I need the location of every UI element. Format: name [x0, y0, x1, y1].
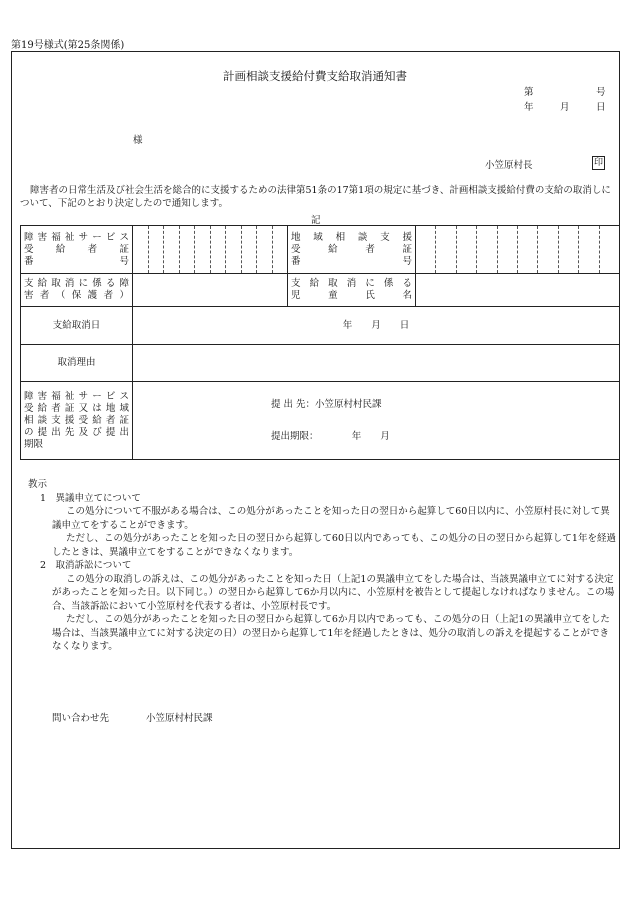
label-line: 支給取消に係る障	[24, 278, 129, 289]
child-name-field[interactable]	[416, 274, 620, 307]
cancel-date-label: 支給取消日	[21, 307, 133, 345]
document-title: 計画相談支援給付費支給取消通知書	[223, 69, 407, 83]
label-line: 児 童 氏 名	[291, 290, 412, 301]
label-line: 期限	[24, 438, 44, 450]
table-row	[21, 382, 620, 460]
table-row	[21, 345, 620, 382]
notice-heading: 教示	[28, 479, 48, 490]
label-line: 受給者証又は地域	[24, 402, 129, 414]
seal-icon: 印	[593, 158, 603, 168]
form-number: 第19号様式(第25条関係)	[11, 40, 125, 51]
child-name-label	[288, 274, 416, 307]
notice-item2-p2: ただし、この処分があったことを知った日の翌日から起算して6か月以内であっても、この処分の日（上記1の異議申立てをした場合は、当該異議申立てに対する決定の日）の翌日から起算して1年を経過したときは、処分の取消しの訴えを提起することができなくなります。	[52, 614, 610, 652]
recipient-number-label	[21, 226, 133, 274]
label-line: 番 号	[291, 255, 412, 267]
addressee-suffix: 様	[133, 135, 143, 146]
date-day: 日	[596, 102, 606, 113]
contact-value: 小笠原村村民課	[146, 713, 213, 724]
label-line: 受 給 者 証	[24, 243, 129, 255]
date-month: 月	[560, 102, 570, 113]
reason-field[interactable]	[133, 345, 620, 382]
person-field[interactable]	[133, 274, 288, 307]
submission-label	[21, 382, 133, 460]
info-table	[20, 225, 620, 460]
ki-heading: 記	[311, 215, 321, 226]
label-line: の提出先及び提出	[24, 426, 129, 438]
number-suffix: 号	[596, 87, 606, 98]
submission-destination: 提 出 先：小笠原村村民課	[271, 398, 382, 410]
label-line: 地 域 相 談 支 援	[291, 231, 412, 243]
intro-paragraph: 障害者の日常生活及び社会生活を総合的に支援するための法律第51条の17第1項の規定に基づき、計画相談支援給付費の支給の取消しについて、下記のとおり決定したので通知します。	[20, 185, 611, 209]
community-number-label	[288, 226, 416, 274]
person-label	[21, 274, 133, 307]
label-line: 受 給 者 証	[291, 243, 412, 255]
label-line: 障害福祉サービス	[24, 231, 129, 243]
table-row	[21, 226, 620, 274]
notice-section	[20, 478, 617, 654]
label-line: 番 号	[24, 255, 129, 267]
notice-item2-title: 2 取消訴訟について	[40, 560, 132, 571]
label-line: 害者（保護者）	[24, 290, 129, 301]
table-row	[21, 307, 620, 345]
notice-item1-title: 1 異議申立てについて	[40, 492, 141, 504]
table-row	[21, 274, 620, 307]
recipient-number-field[interactable]	[133, 226, 288, 274]
submission-deadline: 提出期限： 年 月	[271, 430, 390, 442]
submission-field[interactable]	[133, 382, 620, 460]
notice-item2-p1: この処分の取消しの訴えは、この処分があったことを知った日（上記1の異議申立てをした場合は、当該異議申立てに対する決定があったことを知った日。以下同じ。）の翌日から起算して6か月以内に、小笠原村を被告として提起しなければなりません。この場合、当該訴訟において小笠原村を代表する者は、小笠原村長です。	[52, 573, 615, 612]
community-number-field[interactable]	[416, 226, 620, 274]
seal-mark	[592, 156, 605, 170]
number-prefix: 第	[524, 87, 534, 98]
date-year: 年	[524, 102, 534, 113]
label-line: 障害福祉サービス	[24, 390, 129, 402]
reason-label: 取消理由	[21, 345, 133, 382]
label-line: 相談支援受給者証	[24, 414, 129, 426]
issuer: 小笠原村長	[485, 160, 533, 171]
notice-item1-p2: ただし、この処分があったことを知った日の翌日から起算して60日以内であっても、この処分の日の翌日から起算して1年を経過したときは、異議申立てをすることができなくなります。	[52, 533, 616, 558]
label-line: 支給取消に係る	[291, 278, 412, 289]
notice-item1-p1: この処分について不服がある場合は、この処分があったことを知った日の翌日から起算して60日以内に、小笠原村長に対して異議申立てをすることができます。	[52, 506, 610, 531]
contact-label: 問い合わせ先	[52, 713, 110, 724]
cancel-date-field[interactable]: 年 月 日	[133, 307, 620, 345]
